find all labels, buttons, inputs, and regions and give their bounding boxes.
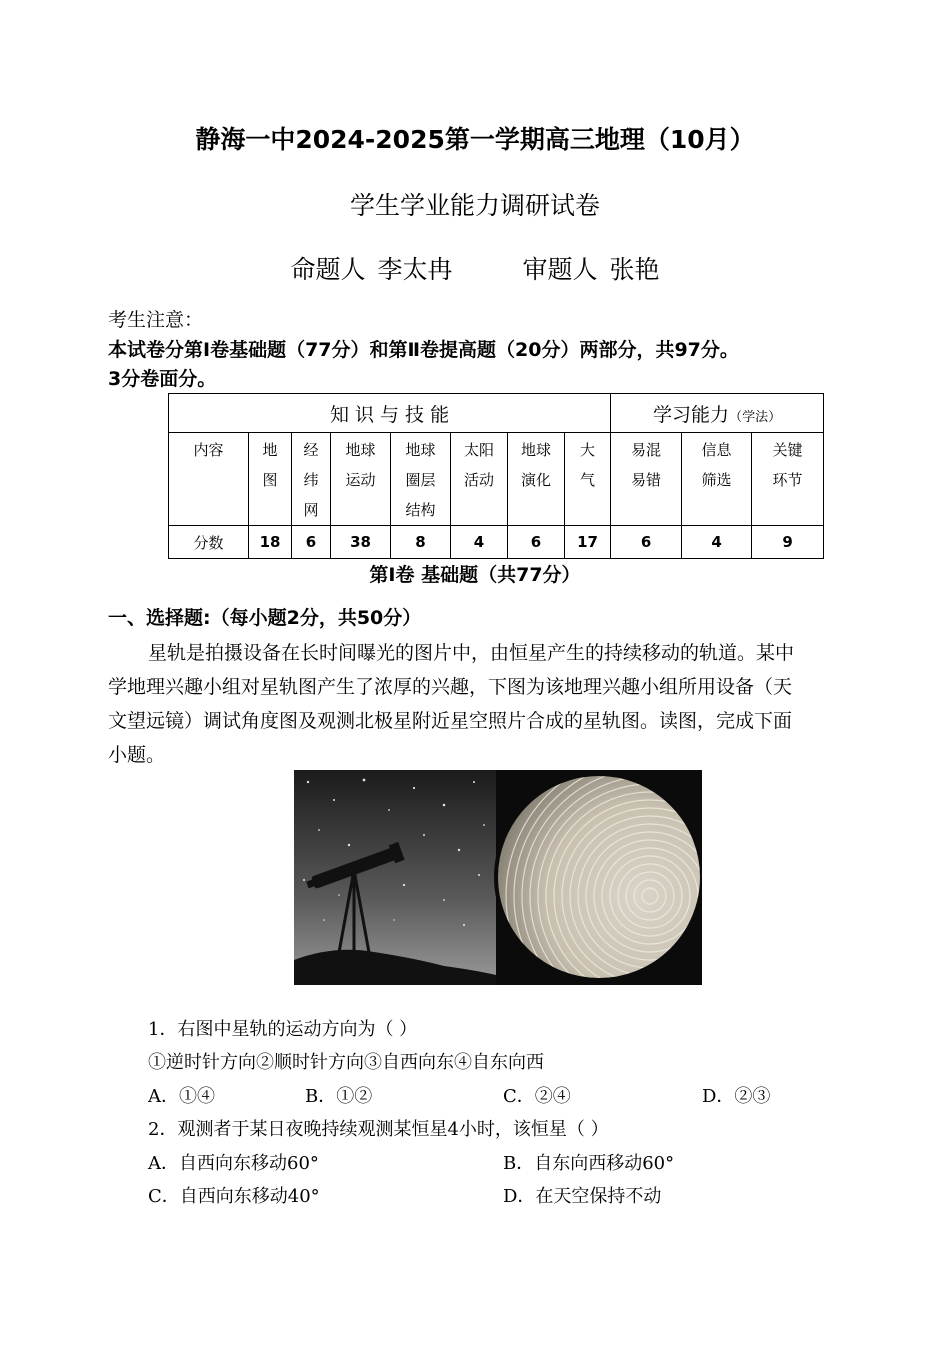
column-header: 信息筛选 [682,433,752,526]
question-2-option-b: B．自东向西移动60° [503,1153,675,1174]
column-header: 地球圈层结构 [391,433,451,526]
question-1-items: ①逆时针方向②顺时针方向③自西向东④自东向西 [148,1052,544,1073]
star-trail-photo [496,770,702,985]
group-knowledge-skills: 知 识 与 技 能 [169,394,611,433]
score-cell: 8 [391,526,451,559]
question-2-option-a: A．自西向东移动60° [148,1153,319,1174]
column-header: 地球运动 [331,433,391,526]
reviewer-label: 审题人 [522,255,598,284]
exam-title: 静海一中2024-2025第一学期高三地理（10月） [195,125,755,154]
author-line [0,250,950,286]
column-header: 关键环节 [752,433,824,526]
column-header: 易混易错 [611,433,682,526]
section-title: 第Ⅰ卷 基础题（共77分） [369,564,581,586]
passage-line: 小题。 [108,744,166,766]
question-1-option-c: C．②④ [503,1086,571,1107]
passage-line: 学地理兴趣小组对星轨图产生了浓厚的兴趣，下图为该地理兴趣小组所用设备（天 [108,676,793,698]
question-2-option-d: D．在天空保持不动 [503,1186,662,1207]
column-header: 大气 [565,433,611,526]
score-cell: 4 [451,526,508,559]
setter-label: 命题人 [290,255,366,284]
notice-line-1: 本试卷分第Ⅰ卷基础题（77分）和第Ⅱ卷提高题（20分）两部分，共97分。 [108,339,739,361]
question-2-option-c: C．自西向东移动40° [148,1186,320,1207]
column-header: 地球演化 [508,433,565,526]
column-header: 太阳活动 [451,433,508,526]
score-cell: 4 [682,526,752,559]
score-cell: 18 [249,526,292,559]
question-2-stem: 2．观测者于某日夜晚持续观测某恒星4小时，该恒星（ ） [148,1119,609,1140]
notice-heading: 考生注意： [108,309,204,331]
score-cell: 9 [752,526,824,559]
score-cell: 38 [331,526,391,559]
notice-line-2: 3分卷面分。 [108,368,217,390]
exam-subtitle: 学生学业能力调研试卷 [349,191,600,220]
passage [108,636,830,772]
score-cell: 17 [565,526,611,559]
question-1-option-b: B．①② [305,1086,373,1107]
setter-name: 李太冉 [377,255,453,284]
question-1-stem: 1．右图中星轨的运动方向为（ ） [148,1019,418,1040]
passage-line: 星轨是拍摄设备在长时间曝光的图片中，由恒星产生的持续移动的轨道。某中 [148,642,795,664]
question-1-option-a: A．①④ [148,1086,215,1107]
passage-line: 文望远镜）调试角度图及观测北极星附近星空照片合成的星轨图。读图，完成下面 [108,710,793,732]
score-cell: 6 [611,526,682,559]
row-header-content: 内容 [169,433,249,526]
telescope-and-star-trail-photos [294,770,702,985]
score-cell: 6 [292,526,331,559]
column-header: 地图 [249,433,292,526]
score-distribution-table [168,393,824,559]
group-learning-ability: 学习能力（学法） [611,394,824,433]
telescope-photo [294,770,496,985]
part-title: 一、选择题:（每小题2分，共50分） [108,607,422,629]
column-header: 经纬网 [292,433,331,526]
row-header-score: 分数 [169,526,249,559]
score-cell: 6 [508,526,565,559]
notice-body [108,336,878,394]
reviewer-name: 张艳 [609,255,660,284]
question-1-option-d: D．②③ [702,1086,771,1107]
